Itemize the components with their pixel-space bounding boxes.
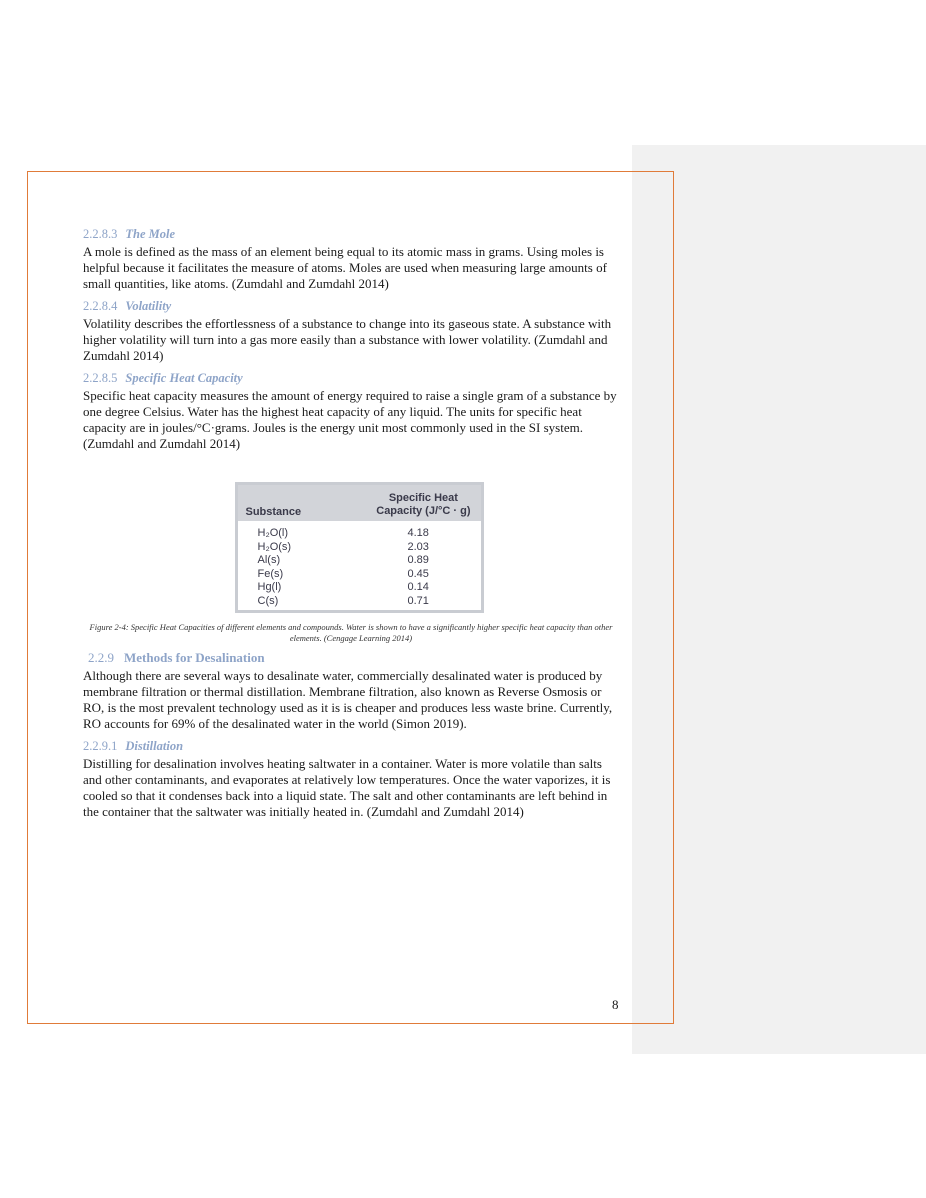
comment-pane xyxy=(632,145,926,1054)
heat-capacity-table xyxy=(235,482,484,613)
cell-substance: C(s) xyxy=(257,594,279,607)
cell-value: 2.03 xyxy=(407,540,429,553)
heading-number: 2.2.8.5 xyxy=(83,371,118,385)
heading-the-mole xyxy=(83,226,619,242)
heading-title: Volatility xyxy=(125,299,172,313)
table-row xyxy=(238,568,481,582)
cell-value: 0.14 xyxy=(407,581,429,593)
header-capacity-line1: Specific Heat xyxy=(388,492,458,504)
table-row xyxy=(238,541,481,555)
heading-title: Distillation xyxy=(125,739,184,753)
cell-value: 0.89 xyxy=(407,554,429,566)
header-capacity-line2: Capacity (J/°C · g) xyxy=(376,505,471,517)
heading-volatility xyxy=(83,298,619,314)
header-substance: Substance xyxy=(245,506,302,518)
heading-title: Methods for Desalination xyxy=(124,650,265,665)
paragraph-desalination: Although there are several ways to desalinate water, commercially desalinated water is produced by membrane filtration or thermal distillation. Membrane filtration, also known as Reverse Osmosis or RO, is the most prevalent technology used as it is is cheaper and produces less waste brine. Currently, RO accounts for 69% of the desalinated water in the world (Simon 2019). xyxy=(83,668,613,731)
cell-value: 4.18 xyxy=(407,527,429,539)
cell-substance: Al(s) xyxy=(257,554,281,566)
header-capacity xyxy=(376,492,470,518)
cell-substance: H₂O(l) xyxy=(257,527,289,539)
heading-title: Specific Heat Capacity xyxy=(125,371,243,385)
heading-methods-desalination xyxy=(88,650,619,666)
table-row xyxy=(238,595,481,609)
document-body xyxy=(83,226,619,826)
heading-number: 2.2.9 xyxy=(88,650,114,665)
paragraph-specific-heat: Specific heat capacity measures the amount of energy required to raise a single gram of a substance by one degree Celsius. Water has the highest heat capacity of any liquid. The units for specific heat capacity are in joules/°C·grams. Joules is the energy unit most commonly used in the SI system. (Zumdahl and Zumdahl 2014) xyxy=(83,388,617,451)
paragraph-distillation: Distilling for desalination involves heating saltwater in a container. Water is more volatile than salts and other contaminants, and evaporates at relatively low temperatures. Once the water vaporizes, it is cooled so that it condenses back into a liquid state. The salt and other contaminants are left behind in the container that the saltwater was initially heated in. (Zumdahl and Zumdahl 2014) xyxy=(83,756,611,819)
figure-caption: Figure 2-4: Specific Heat Capacities of different elements and compounds. Water is shown to have a significantly higher specific heat capacity than other elements. (Cengage Learning 2014) xyxy=(89,622,613,643)
cell-substance: Fe(s) xyxy=(257,567,284,580)
heading-title: The Mole xyxy=(125,227,176,241)
table-body xyxy=(238,521,481,608)
paragraph-volatility: Volatility describes the effortlessness of a substance to change into its gaseous state. A substance with higher volatility will turn into a gas more easily than a substance with lower volatility. (Zumdahl and Zumdahl 2014) xyxy=(83,316,612,363)
cell-value: 0.71 xyxy=(407,594,429,607)
heading-number: 2.2.8.4 xyxy=(83,299,118,313)
cell-value: 0.45 xyxy=(407,567,429,580)
heading-specific-heat xyxy=(83,370,619,386)
table-row xyxy=(238,581,481,595)
heading-number: 2.2.8.3 xyxy=(83,227,118,241)
page-number: 8 xyxy=(612,997,619,1012)
table-row xyxy=(238,554,481,568)
heading-distillation xyxy=(83,738,619,754)
cell-substance: Hg(l) xyxy=(257,581,282,593)
paragraph-the-mole: A mole is defined as the mass of an element being equal to its atomic mass in grams. Using moles is helpful because it facilitates the measure of atoms. Moles are used when measuring large amounts of small quantities, like atoms. (Zumdahl and Zumdahl 2014) xyxy=(83,244,607,291)
cell-substance: H₂O(s) xyxy=(257,540,292,553)
heading-number: 2.2.9.1 xyxy=(83,739,118,753)
table-row xyxy=(238,527,481,541)
table-header xyxy=(238,485,481,521)
